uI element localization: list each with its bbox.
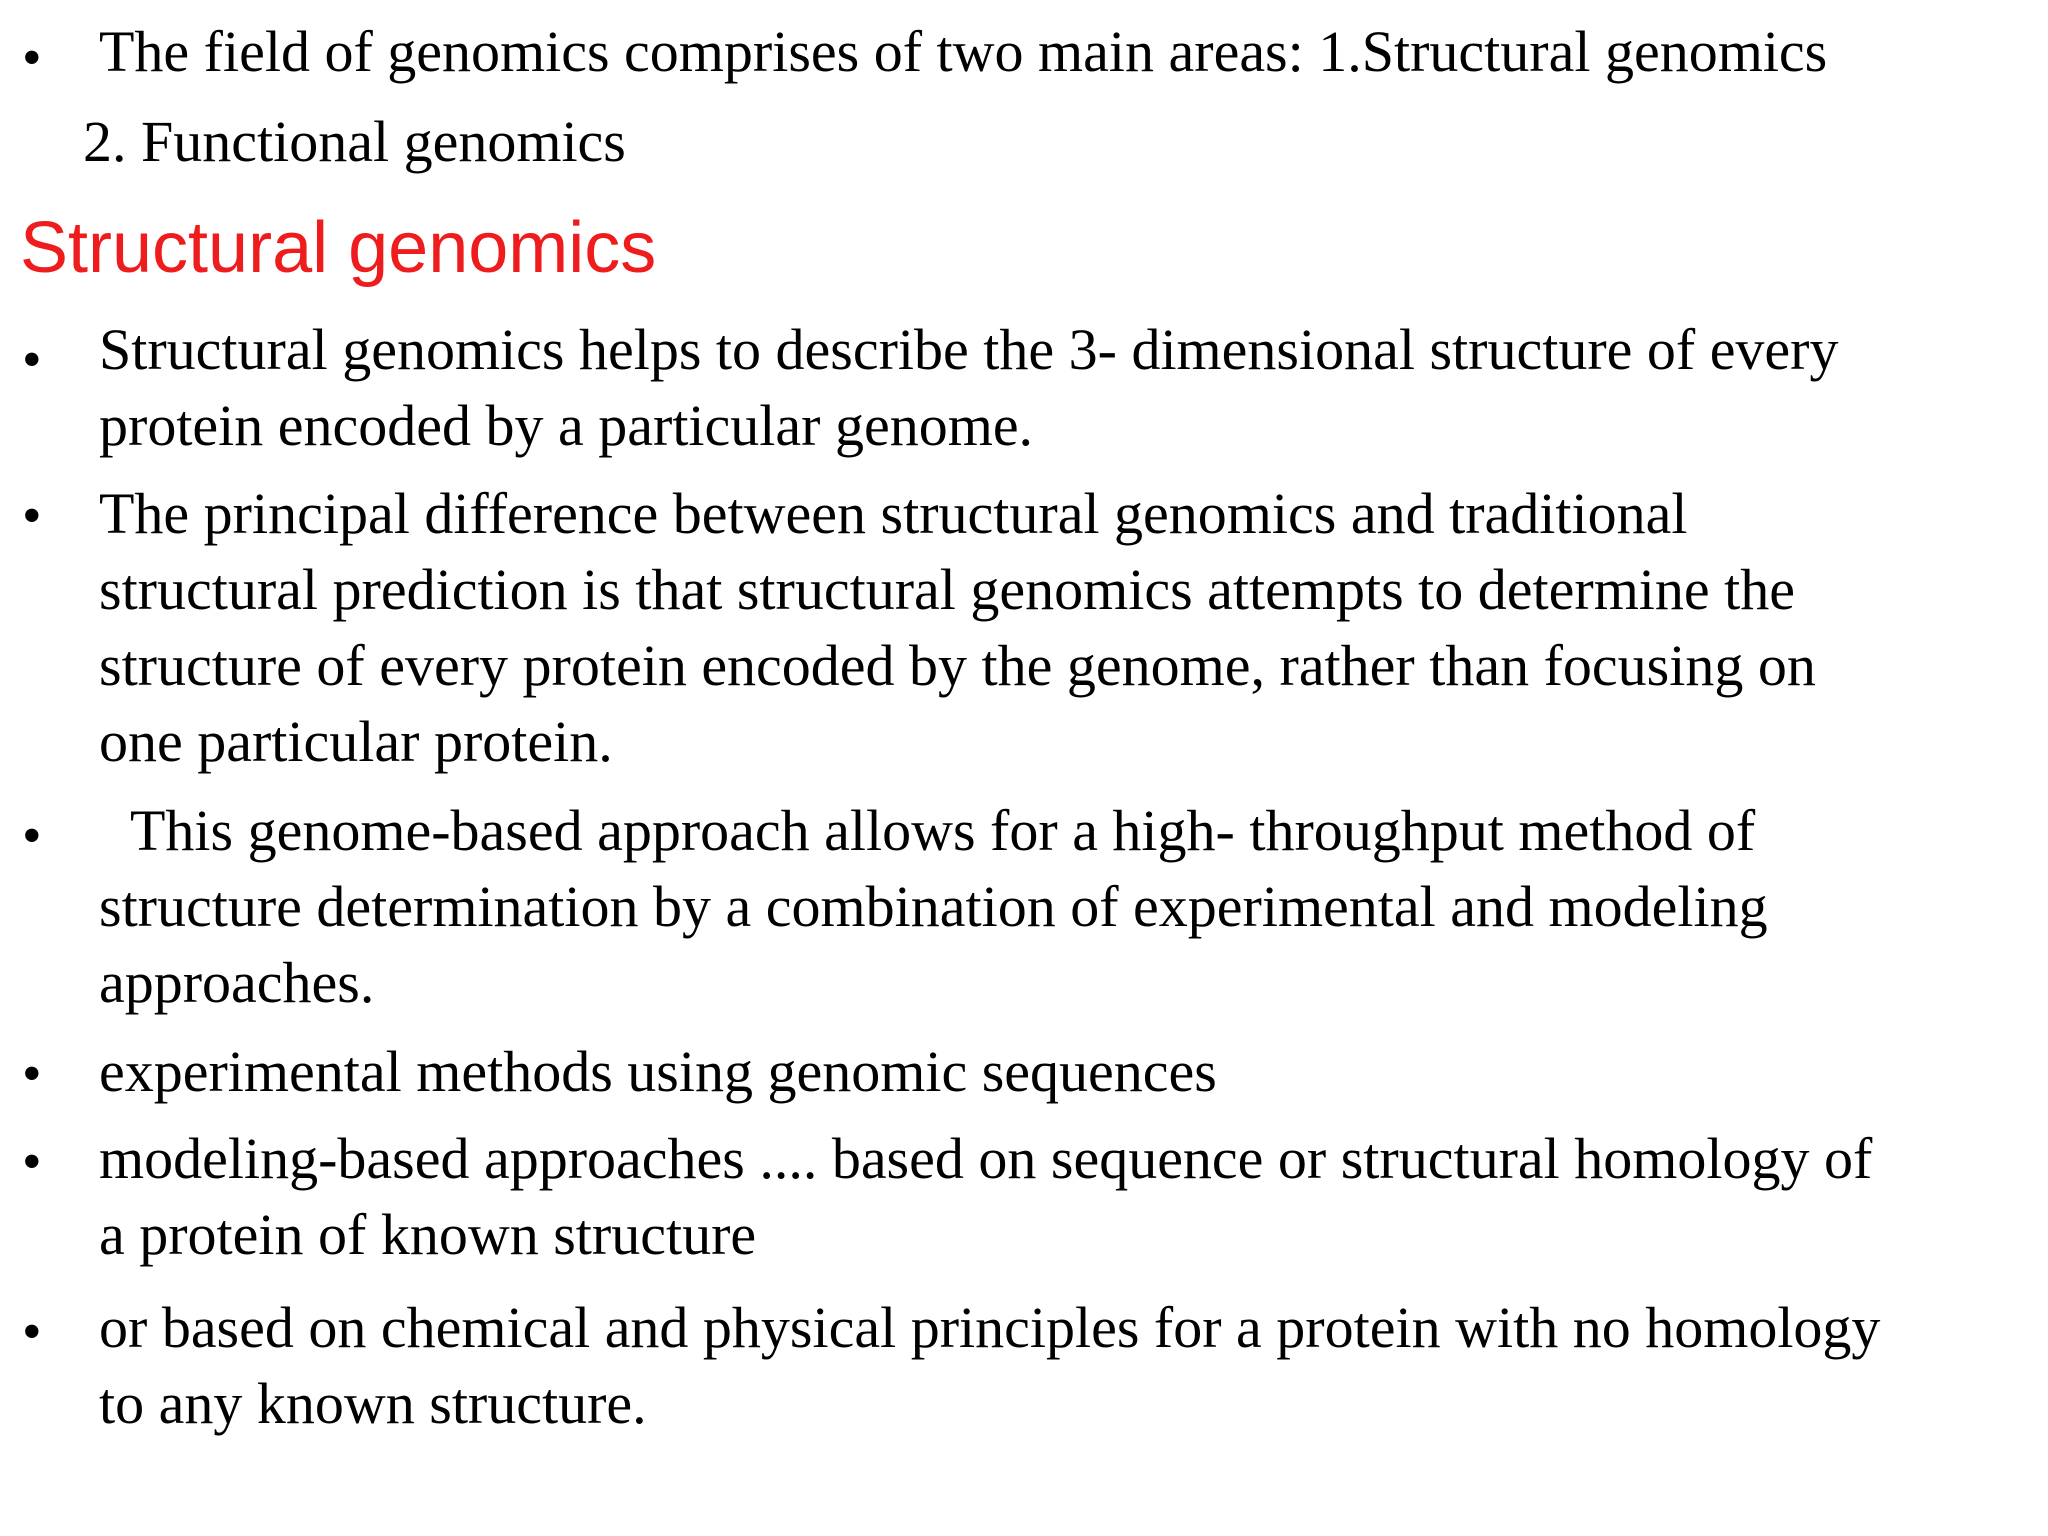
bullet-5-line-2: a protein of known structure — [99, 1202, 757, 1267]
bullet-item-2 — [99, 476, 2039, 780]
bullet-1-line-2: protein encoded by a particular genome. — [99, 393, 1034, 458]
intro-text — [99, 14, 2039, 90]
bullet-marker: • — [22, 805, 42, 867]
intro-text-continued — [83, 104, 2023, 180]
bullet-item-5 — [99, 1121, 2039, 1273]
bullet-3-line-2: structure determination by a combination of experimental and modeling — [99, 874, 1768, 939]
bullet-6-line-1: or based on chemical and physical principles for a protein with no homology — [99, 1295, 1881, 1360]
bullet-item-1 — [99, 312, 2039, 464]
bullet-item-3 — [130, 793, 2048, 869]
bullet-item-3-continued — [99, 869, 2039, 1021]
bullet-marker: • — [22, 27, 42, 89]
bullet-marker: • — [22, 485, 42, 547]
bullet-6-line-2: to any known structure. — [99, 1371, 647, 1436]
bullet-marker: • — [22, 1043, 42, 1105]
bullet-3-line-1: This genome-based approach allows for a high- throughput method of — [130, 798, 1756, 863]
bullet-marker: • — [22, 329, 42, 391]
bullet-item-6 — [99, 1290, 2039, 1442]
bullet-1-line-1: Structural genomics helps to describe the 3- dimensional structure of every — [99, 317, 1839, 382]
bullet-item-4 — [99, 1034, 2039, 1110]
bullet-marker: • — [22, 1301, 42, 1363]
bullet-2-line-4: one particular protein. — [99, 709, 613, 774]
intro-line-2: 2. Functional genomics — [83, 109, 626, 174]
section-heading: Structural genomics — [20, 208, 657, 288]
bullet-2-line-2: structural prediction is that structural genomics attempts to determine the — [99, 557, 1796, 622]
intro-line-1: The field of genomics comprises of two main areas: 1.Structural genomics — [99, 19, 1828, 84]
bullet-2-line-3: structure of every protein encoded by the genome, rather than focusing on — [99, 633, 1816, 698]
bullet-3-line-3: approaches. — [99, 950, 375, 1015]
bullet-4-line-1: experimental methods using genomic sequences — [99, 1039, 1217, 1104]
bullet-5-line-1: modeling-based approaches .... based on sequence or structural homology of — [99, 1126, 1873, 1191]
bullet-2-line-1: The principal difference between structural genomics and traditional — [99, 481, 1688, 546]
bullet-marker: • — [22, 1131, 42, 1193]
